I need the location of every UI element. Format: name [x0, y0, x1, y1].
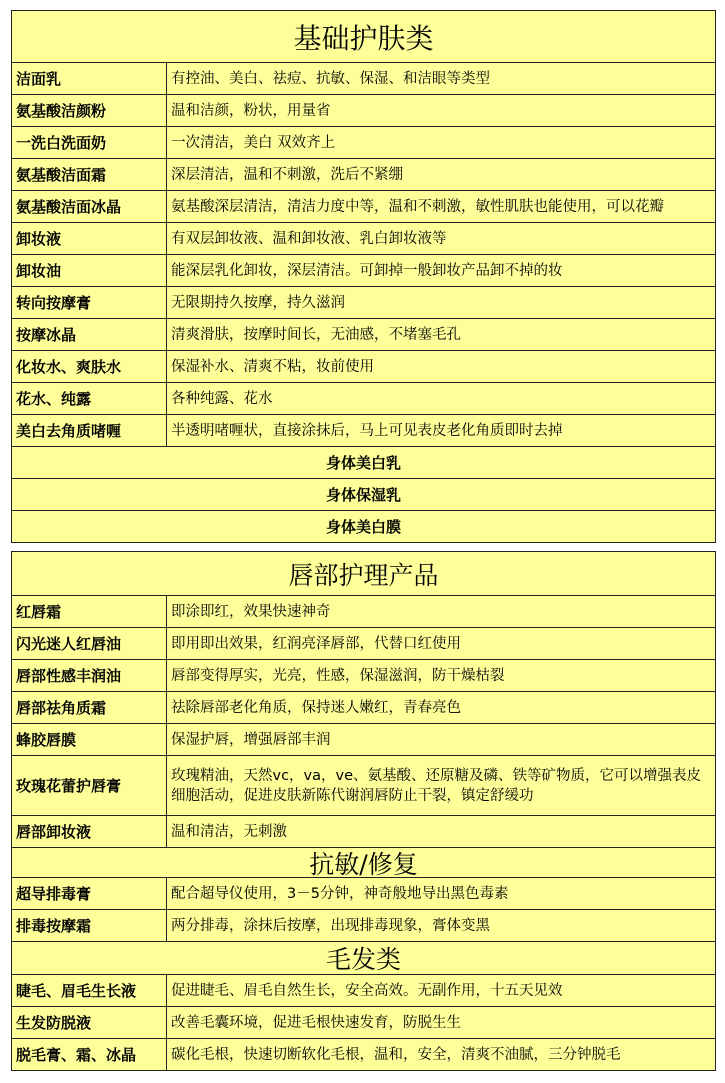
table-row: [12, 756, 715, 816]
product-name: 唇部祛角质霜: [12, 692, 167, 723]
product-name: 睫毛、眉毛生长液: [12, 975, 167, 1006]
product-description: 氨基酸深层清洁，清洁力度中等，温和不刺激，敏性肌肤也能使用，可以花瓣: [171, 198, 664, 215]
table-row: [12, 95, 715, 127]
table-row: [12, 191, 715, 223]
table-row: [12, 724, 715, 756]
product-description: 有控油、美白、祛痘、抗敏、保湿、和洁眼等类型: [171, 70, 490, 87]
product-description: 两分排毒，涂抹后按摩，出现排毒现象，膏体变黑: [171, 917, 490, 934]
product-description: 能深层乳化卸妆，深层清洁。可卸掉一般卸妆产品卸不掉的妆: [171, 262, 563, 279]
product-name: 氨基酸洁面霜: [12, 159, 167, 190]
product-description: 促进睫毛、眉毛自然生长，安全高效。无副作用，十五天见效: [171, 982, 563, 999]
product-description: 祛除唇部老化角质，保持迷人嫩红，青春亮色: [171, 699, 461, 716]
merged-row: 身体保湿乳: [12, 479, 715, 511]
product-name: 红唇霜: [12, 596, 167, 627]
product-name: 蜂胶唇膜: [12, 724, 167, 755]
product-name: 氨基酸洁颜粉: [12, 95, 167, 126]
table-row: [12, 319, 715, 351]
table-row: [12, 692, 715, 724]
product-name: 氨基酸洁面冰晶: [12, 191, 167, 222]
table-row: [12, 1039, 715, 1070]
table-row: [12, 660, 715, 692]
table-row: [12, 351, 715, 383]
product-name: 卸妆油: [12, 255, 167, 286]
product-name: 洁面乳: [12, 63, 167, 94]
table-title: 唇部护理产品: [12, 552, 715, 596]
table-row: [12, 910, 715, 942]
skincare-table: [11, 10, 716, 543]
table-row: [12, 287, 715, 319]
product-name: 唇部卸妆液: [12, 816, 167, 847]
section-title: 毛发类: [12, 942, 715, 975]
product-description: 配合超导仪使用，3－5分钟，神奇般地导出黑色毒素: [171, 885, 509, 902]
product-name: 脱毛膏、霜、冰晶: [12, 1039, 167, 1070]
product-description: 各种纯露、花水: [171, 390, 273, 407]
table-row: [12, 596, 715, 628]
product-description: 半透明啫喱状，直接涂抹后，马上可见表皮老化角质即时去掉: [171, 422, 563, 439]
product-name: 生发防脱液: [12, 1007, 167, 1038]
product-description: 温和洁颜，粉状，用量省: [171, 102, 331, 119]
table-row: [12, 975, 715, 1007]
product-description: 深层清洁，温和不刺激，洗后不紧绷: [171, 166, 403, 183]
product-description: 清爽滑肤，按摩时间长，无油感，不堵塞毛孔: [171, 326, 461, 343]
product-description: 改善毛囊环境，促进毛根快速发育，防脱生生: [171, 1014, 461, 1031]
merged-row: 身体美白乳: [12, 447, 715, 479]
product-description: 唇部变得厚实，光亮，性感，保湿滋润，防干燥枯裂: [171, 667, 505, 684]
product-name: 排毒按摩霜: [12, 910, 167, 941]
table-row: [12, 415, 715, 447]
product-description: 温和清洁，无刺激: [171, 823, 287, 840]
product-description: 玫瑰精油，天然vc，va，ve、氨基酸、还原糖及磷、铁等矿物质，它可以增强表皮细胞活动，促进皮肤新陈代谢润唇防止干裂，镇定舒缓功: [171, 767, 702, 804]
section-title: 抗敏/修复: [12, 848, 715, 878]
product-name: 卸妆液: [12, 223, 167, 254]
table-row: [12, 223, 715, 255]
table-row: [12, 159, 715, 191]
product-name: 闪光迷人红唇油: [12, 628, 167, 659]
table-row: [12, 127, 715, 159]
product-name: 花水、纯露: [12, 383, 167, 414]
product-name: 唇部性感丰润油: [12, 660, 167, 691]
product-description: 即涂即红，效果快速神奇: [171, 603, 331, 620]
product-name: 一洗白洗面奶: [12, 127, 167, 158]
product-name: 玫瑰花蕾护唇膏: [12, 756, 167, 815]
table-row: [12, 1007, 715, 1039]
product-description: 无限期持久按摩，持久滋润: [171, 294, 345, 311]
merged-row: 身体美白膜: [12, 511, 715, 543]
table-row: [12, 628, 715, 660]
product-name: 美白去角质啫喱: [12, 415, 167, 446]
product-name: 化妆水、爽肤水: [12, 351, 167, 382]
product-description: 有双层卸妆液、温和卸妆液、乳白卸妆液等: [171, 230, 447, 247]
table-row: [12, 383, 715, 415]
product-description: 即用即出效果，红润亮泽唇部，代替口红使用: [171, 635, 461, 652]
product-name: 按摩冰晶: [12, 319, 167, 350]
lipcare-table: [11, 551, 716, 1071]
table-title: 基础护肤类: [12, 11, 715, 63]
product-name: 转向按摩膏: [12, 287, 167, 318]
table-row: [12, 63, 715, 95]
table-row: [12, 255, 715, 287]
product-name: 超导排毒膏: [12, 878, 167, 909]
product-description: 保湿补水、清爽不粘，妆前使用: [171, 358, 374, 375]
table-row: [12, 878, 715, 910]
product-description: 保湿护唇，增强唇部丰润: [171, 731, 331, 748]
product-description: 碳化毛根，快速切断软化毛根，温和，安全，清爽不油腻，三分钟脱毛: [171, 1046, 621, 1063]
table-row: [12, 816, 715, 848]
product-description: 一次清洁，美白 双效齐上: [171, 134, 336, 151]
